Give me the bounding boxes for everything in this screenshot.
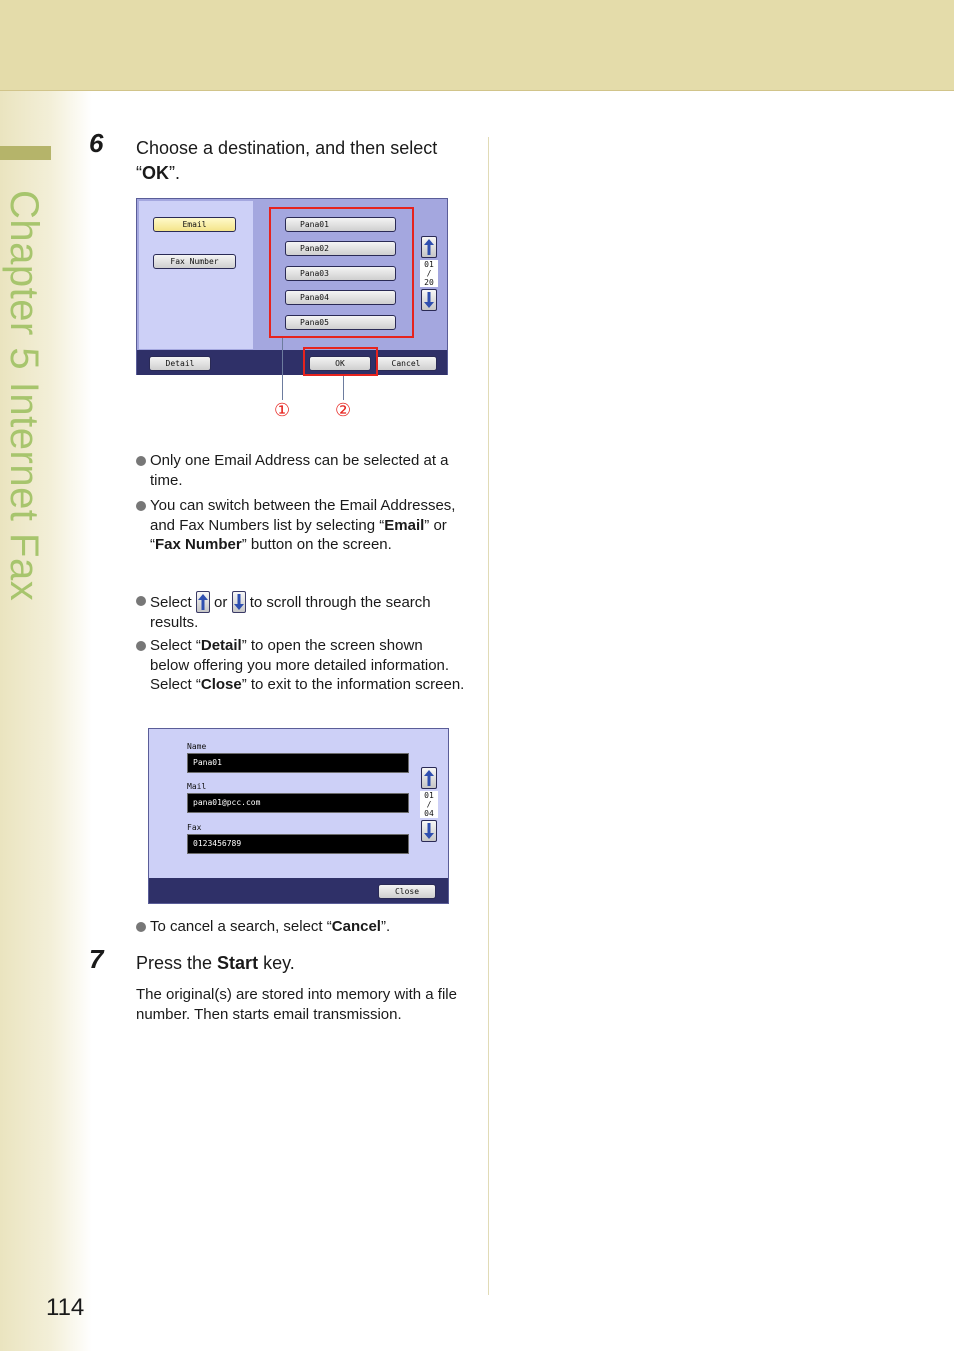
up-arrow-icon — [422, 768, 436, 788]
step-6-number: 6 — [89, 128, 104, 158]
page-separator: / — [420, 800, 438, 809]
close-button[interactable]: Close — [378, 884, 436, 899]
bullet-icon — [136, 641, 146, 651]
destination-item[interactable]: Pana04 — [285, 290, 396, 305]
note-cancel: To cancel a search, select “Cancel”. — [136, 917, 466, 937]
chapter-title: Chapter 5 Internet Fax — [2, 190, 46, 602]
page-current: 01 — [420, 791, 438, 800]
bullet-icon — [136, 456, 146, 466]
ok-button[interactable]: OK — [309, 356, 371, 371]
fax-label: Fax — [187, 823, 202, 832]
note-switch-list: You can switch between the Email Addresses, and Fax Numbers list by selecting “Email” or “Fax Number” button on the screen. — [136, 496, 466, 555]
step-7-instruction: Press the Start key. — [136, 953, 295, 973]
destination-list-highlight — [269, 207, 414, 338]
name-field: Pana01 — [187, 753, 409, 773]
page-separator: / — [420, 269, 438, 278]
detail-button[interactable]: Detail — [149, 356, 211, 371]
destination-item[interactable]: Pana01 — [285, 217, 396, 232]
email-button[interactable]: Email — [153, 217, 236, 232]
scroll-up-button[interactable] — [421, 767, 437, 789]
scroll-down-button[interactable] — [421, 289, 437, 311]
name-label: Name — [187, 742, 207, 751]
page-number: 114 — [46, 1294, 85, 1321]
callout-1: ① — [274, 400, 291, 420]
step-7-description: The original(s) are stored into memory with a file number. Then starts email transmission. — [136, 986, 457, 1023]
chapter-tab-marker — [0, 146, 51, 160]
scroll-up-button[interactable] — [421, 236, 437, 258]
callout-line-2 — [343, 376, 344, 400]
callout-2: ② — [335, 400, 352, 420]
callout-line-1 — [282, 338, 283, 400]
scroll-down-button[interactable] — [421, 820, 437, 842]
mail-label: Mail — [187, 782, 207, 791]
detail-screen — [148, 728, 449, 904]
bullet-icon — [136, 922, 146, 932]
cancel-button[interactable]: Cancel — [375, 356, 437, 371]
bullet-icon — [136, 596, 146, 606]
header-band — [0, 0, 954, 91]
note-scroll: Select or to scroll through the search results. — [136, 591, 466, 633]
down-arrow-icon — [422, 821, 436, 841]
destination-item[interactable]: Pana03 — [285, 266, 396, 281]
fax-field: 0123456789 — [187, 834, 409, 854]
down-arrow-icon — [232, 591, 246, 613]
page-current: 01 — [420, 260, 438, 269]
mail-field: pana01@pcc.com — [187, 793, 409, 813]
destination-item[interactable]: Pana02 — [285, 241, 396, 256]
up-arrow-icon — [196, 591, 210, 613]
step-6-instruction: Choose a destination, and then select “OK”. — [136, 138, 438, 183]
page-total: 04 — [420, 809, 438, 818]
page-total: 20 — [420, 278, 438, 287]
destination-item[interactable]: Pana05 — [285, 315, 396, 330]
ok-button-highlight — [303, 347, 378, 376]
up-arrow-icon — [422, 237, 436, 257]
bullet-icon — [136, 501, 146, 511]
down-arrow-icon — [422, 290, 436, 310]
note-single-email: Only one Email Address can be selected at a time. — [136, 451, 466, 490]
fax-number-button[interactable]: Fax Number — [153, 254, 236, 269]
note-detail: Select “Detail” to open the screen shown below offering you more detailed information. Select “Close” to exit to the information screen. — [136, 636, 466, 695]
column-divider — [488, 137, 489, 1295]
step-7-number: 7 — [89, 944, 104, 974]
